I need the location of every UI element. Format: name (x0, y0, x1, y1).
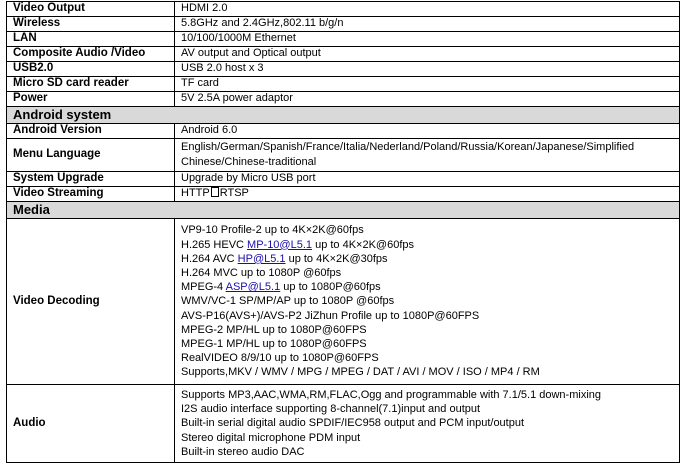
audio-line: Stereo digital microphone PDM input (181, 431, 361, 444)
spec-row (7, 2, 680, 17)
audio-line: Supports MP3,AAC,WMA,RM,FLAC,Ogg and programmable with 7.1/5.1 down-mixing (181, 389, 601, 401)
codec-line: MPEG-4 ASP@L5.1 up to 1080P@60fps (181, 281, 381, 294)
protocol-rtsp: RTSP (219, 187, 249, 200)
codec-line: MPEG-2 MP/HL up to 1080P@60FPS (181, 323, 367, 336)
profile-link[interactable]: MP-10@L5.1 (247, 238, 313, 251)
spec-row (7, 187, 680, 202)
spec-value: 5.8GHz and 2.4GHz,802.11 b/g/n (175, 17, 680, 32)
spec-table (6, 1, 680, 463)
codec-line: MPEG-1 MP/HL up to 1080P@60FPS (181, 338, 367, 350)
codec-line: Supports,MKV / WMV / MPG / MPEG / DAT / AVI / MOV / ISO / MP4 / RM (181, 366, 540, 379)
codec-line: RealVIDEO 8/9/10 up to 1080P@60FPS (181, 352, 379, 365)
spec-row (7, 17, 680, 32)
spec-value: Android 6.0 (175, 124, 680, 139)
spec-value: AV output and Optical output (175, 47, 680, 62)
spec-label: Micro SD card reader (7, 77, 175, 92)
missing-glyph-box (211, 187, 219, 197)
audio-line: I2S audio interface supporting 8-channel(7.1)input and output (181, 403, 481, 416)
audio-line: Built-in serial digital audio SPDIF/IEC958 output and PCM input/output (181, 417, 525, 430)
spec-value: HDMI 2.0 (175, 2, 680, 17)
section-title: Media (7, 202, 680, 219)
spec-label: Power (7, 92, 175, 107)
profile-link[interactable]: HP@L5.1 (237, 252, 286, 265)
spec-value: English/German/Spanish/France/Italia/Nederland/Poland/Russia/Korean/Japanese/Simplified Chinese/Chinese-traditional (175, 139, 680, 172)
spec-label: Menu Language (7, 139, 175, 172)
audio-list (175, 385, 680, 463)
spec-label: USB2.0 (7, 62, 175, 77)
spec-label: Wireless (7, 17, 175, 32)
spec-row (7, 77, 680, 92)
section-header-media (7, 202, 680, 219)
spec-row (7, 62, 680, 77)
codec-line: AVS-P16(AVS+)/AVS-P2 JiZhun Profile up to 1080P@60FPS (181, 309, 480, 322)
spec-label: Composite Audio /Video (7, 47, 175, 62)
codec-line: H.264 AVC HP@L5.1 up to 4K×2K@30fps (181, 252, 388, 265)
spec-label: Video Output (7, 2, 175, 17)
spec-label: Android Version (7, 124, 175, 139)
audio-line: Built-in stereo audio DAC (181, 445, 305, 458)
codec-line: WMV/VC-1 SP/MP/AP up to 1080P @60fps (181, 295, 395, 308)
section-header-android (7, 107, 680, 124)
spec-row (7, 47, 680, 62)
spec-label: Video Streaming (7, 187, 175, 202)
spec-value (175, 187, 680, 202)
codec-line: H.265 HEVC MP-10@L5.1 up to 4K×2K@60fps (181, 238, 415, 251)
video-decoding-list (175, 219, 680, 385)
spec-row (7, 92, 680, 107)
spec-value: TF card (175, 77, 680, 92)
spec-row (7, 124, 680, 139)
protocol-http: HTTP (181, 187, 210, 200)
spec-label: Audio (7, 385, 175, 463)
spec-value: 10/100/1000M Ethernet (175, 32, 680, 47)
codec-line: H.264 MVC up to 1080P @60fps (181, 266, 342, 279)
spec-row (7, 219, 680, 385)
spec-row (7, 139, 680, 172)
spec-value: Upgrade by Micro USB port (175, 172, 680, 187)
codec-line: VP9-10 Profile-2 up to 4K×2K@60fps (181, 224, 364, 237)
section-title: Android system (7, 107, 680, 124)
spec-label: System Upgrade (7, 172, 175, 187)
spec-value: USB 2.0 host x 3 (175, 62, 680, 77)
spec-label: Video Decoding (7, 219, 175, 385)
spec-row (7, 385, 680, 463)
profile-link[interactable]: ASP@L5.1 (225, 281, 281, 294)
spec-value: 5V 2.5A power adaptor (175, 92, 680, 107)
spec-label: LAN (7, 32, 175, 47)
spec-row (7, 172, 680, 187)
spec-row (7, 32, 680, 47)
